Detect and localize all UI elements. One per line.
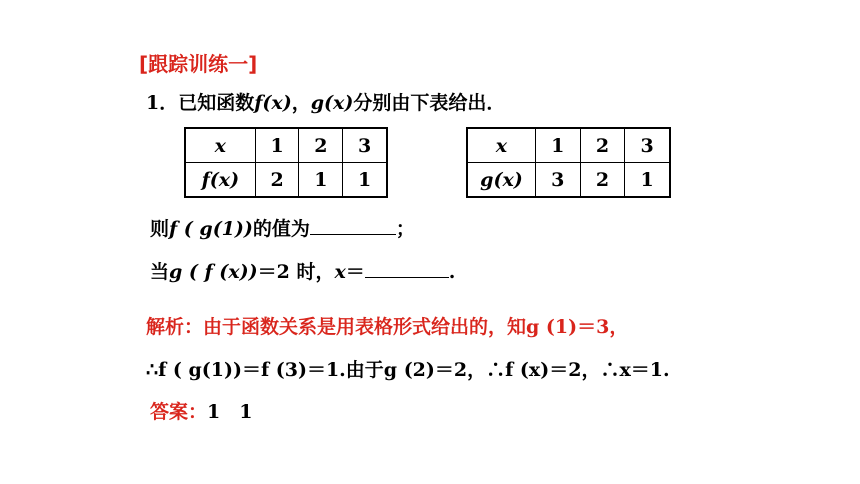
blank1-expr: f ( g(1))	[169, 218, 253, 240]
blank2-expr: g ( f (x))	[169, 261, 258, 283]
question-number: 1．	[146, 92, 179, 114]
table-g-value-cell: 2	[580, 163, 625, 198]
table-g-header-cell: 1	[535, 128, 580, 163]
table-f-value-cell: 1	[343, 163, 387, 198]
question-comma: ，	[291, 92, 311, 114]
table-g-value-cell: 3	[535, 163, 580, 198]
question-g-of-x: g(x)	[310, 92, 354, 114]
table-g-value-cell: 1	[625, 163, 670, 198]
table-f-header-cell: 1	[255, 128, 299, 163]
solution-line2-e: x＝1.	[619, 359, 670, 381]
blank2-end: .	[448, 261, 456, 283]
blank2-eq: ＝2 时，	[257, 261, 335, 283]
table-f-header-cell: x	[185, 128, 255, 163]
solution-line-2	[146, 358, 670, 382]
table-f-value-cell: 1	[299, 163, 343, 198]
blank1-prefix: 则	[150, 218, 170, 240]
solution-line2-b: f ( g(1))＝f (3)＝1.由于	[158, 359, 384, 381]
table-g-value-row	[467, 163, 670, 198]
table-g	[466, 127, 671, 198]
blank-question-1	[150, 216, 415, 241]
blank1-end: ；	[395, 218, 415, 240]
blank-question-2	[150, 259, 455, 284]
solution-line1-text: 由于函数关系是用表格形式给出的，知	[203, 316, 527, 338]
solution-label: 解析：	[146, 316, 204, 338]
solution-line2-c: g (2)＝2，∴	[383, 359, 506, 381]
table-f-value-row	[185, 163, 387, 198]
blank2-eq2: ＝	[345, 261, 365, 283]
table-g-header-cell: x	[467, 128, 535, 163]
blank2-var: x	[334, 261, 346, 283]
blank2-prefix: 当	[150, 261, 170, 283]
table-g-header-cell: 3	[625, 128, 670, 163]
table-f-row-label: f(x)	[185, 163, 255, 198]
solution-line1-expr: g (1)＝3，	[526, 316, 629, 338]
answer-label: 答案：	[150, 401, 208, 423]
table-f	[184, 127, 388, 198]
blank1-suffix: 的值为	[252, 218, 310, 240]
answer-blank-2	[365, 259, 449, 278]
solution-therefore-1: ∴	[146, 359, 159, 381]
answer-values: 1 1	[207, 401, 253, 423]
solution-line-1	[146, 315, 628, 339]
table-f-value-cell: 2	[255, 163, 299, 198]
question-line	[146, 91, 505, 115]
answer-blank-1	[310, 216, 396, 235]
table-f-header-row	[185, 128, 387, 163]
question-text-suffix: 分别由下表给出．	[353, 92, 506, 114]
answer-line	[150, 400, 252, 424]
table-f-header-cell: 3	[343, 128, 387, 163]
solution-line2-d: f (x)＝2，∴	[505, 359, 620, 381]
table-g-row-label: g(x)	[467, 163, 535, 198]
section-title: [跟踪训练一]	[139, 52, 258, 76]
question-f-of-x: f(x)	[254, 92, 292, 114]
table-g-header-row	[467, 128, 670, 163]
table-g-header-cell: 2	[580, 128, 625, 163]
table-f-header-cell: 2	[299, 128, 343, 163]
question-text-prefix: 已知函数	[178, 92, 255, 114]
